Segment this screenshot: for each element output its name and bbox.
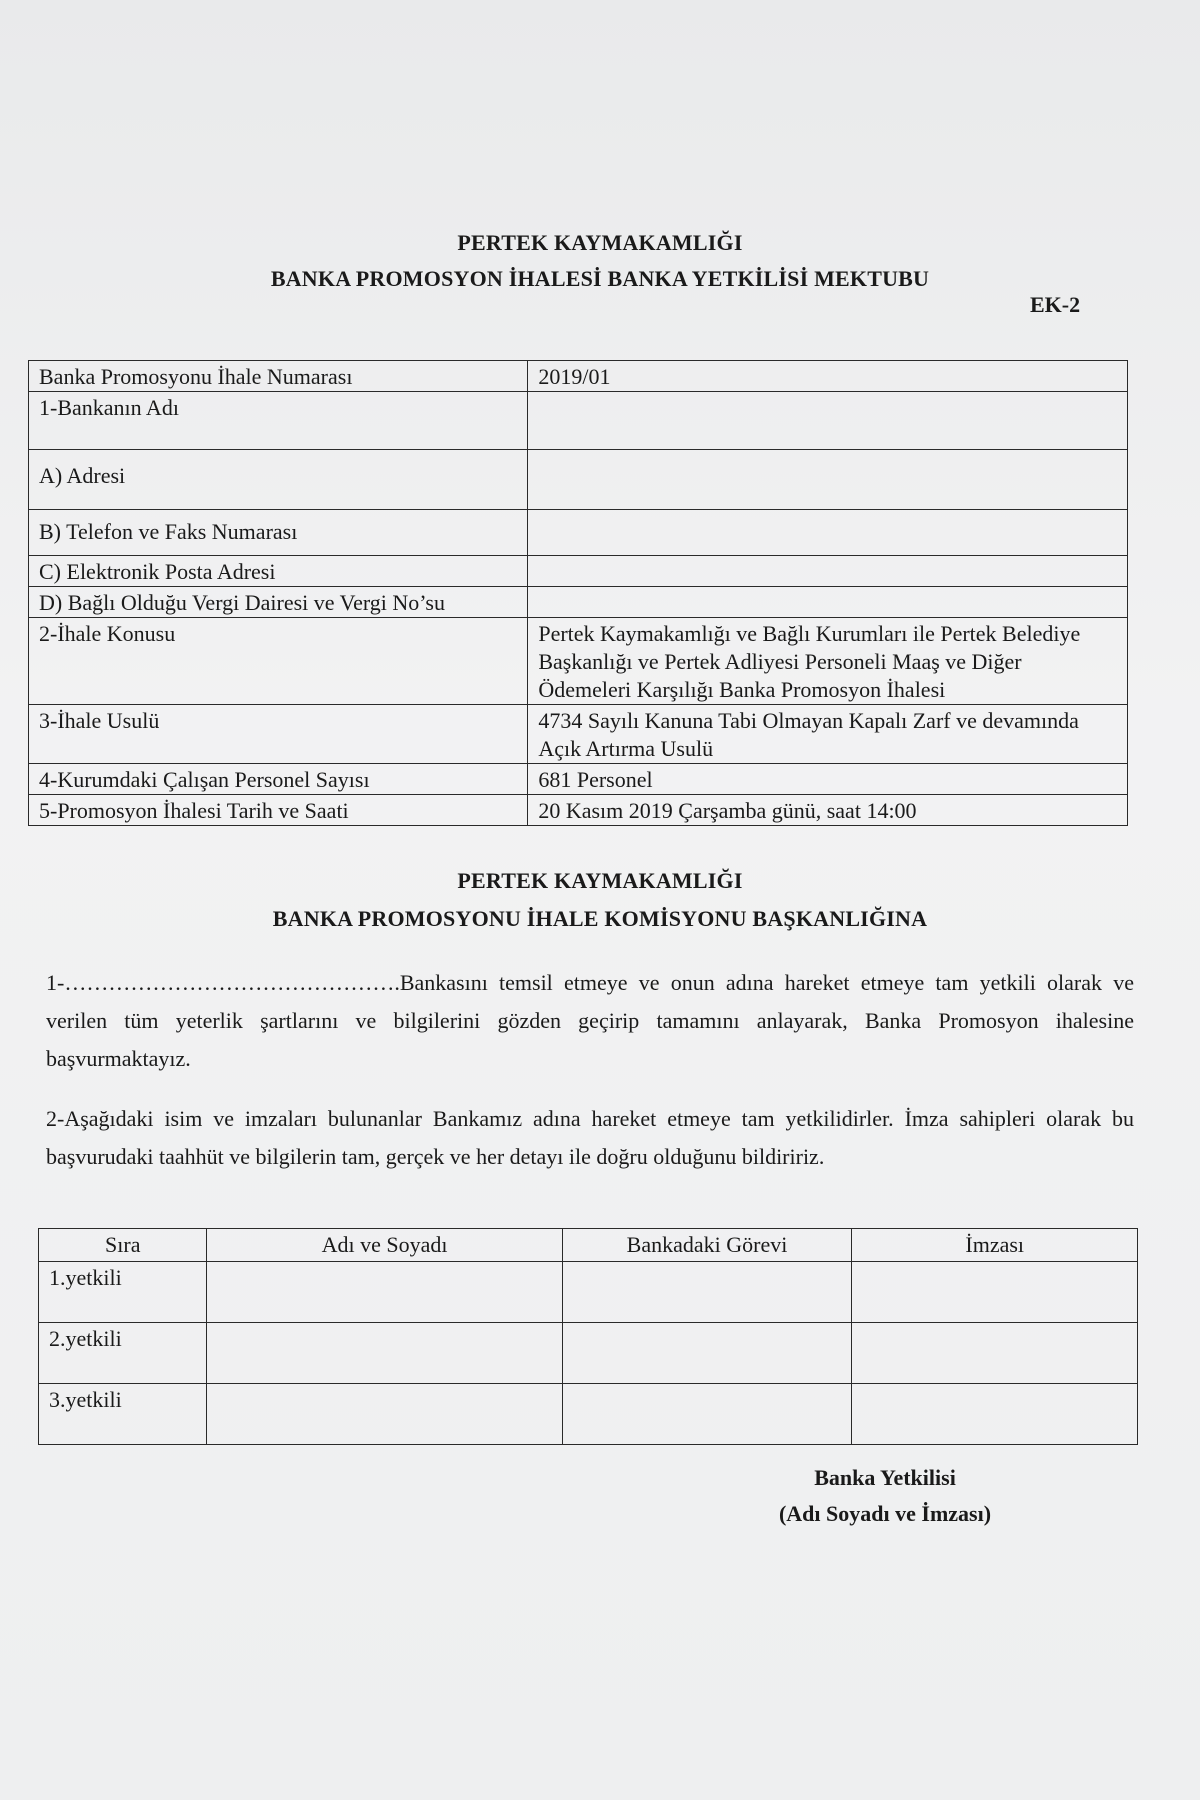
table-row bbox=[39, 1262, 1138, 1323]
row-order: 1.yetkili bbox=[39, 1262, 207, 1323]
row-value bbox=[528, 510, 1128, 556]
row-value: 681 Personel bbox=[528, 764, 1128, 795]
section-title-line-1: PERTEK KAYMAKAMLIĞI bbox=[457, 868, 743, 893]
table-row bbox=[29, 361, 1128, 392]
row-label: A) Adresi bbox=[29, 450, 528, 510]
row-value bbox=[528, 587, 1128, 618]
signature-cell bbox=[852, 1262, 1138, 1323]
table-row bbox=[29, 510, 1128, 556]
table-row bbox=[39, 1384, 1138, 1445]
paragraph-1: 1-……………………………………….Bankasını temsil etmeye ve onun adına hareket etmeye tam yetkili olarak ve verilen tüm yeterlik şartlarını ve bilgilerini gözden geçirip tamamını anlayarak, Banka Promosyon ihalesine başvurmaktayız. bbox=[46, 970, 1134, 1071]
authorized-persons-table bbox=[38, 1228, 1138, 1445]
row-value bbox=[528, 556, 1128, 587]
signature-subtitle: (Adı Soyadı ve İmzası) bbox=[778, 1501, 992, 1526]
signature-title: Banka Yetkilisi bbox=[814, 1465, 956, 1490]
table-header-row bbox=[39, 1229, 1138, 1262]
row-label: B) Telefon ve Faks Numarası bbox=[29, 510, 528, 556]
row-value: 20 Kasım 2019 Çarşamba günü, saat 14:00 bbox=[528, 795, 1128, 826]
table-row bbox=[39, 1323, 1138, 1384]
col-header-signature: İmzası bbox=[852, 1229, 1138, 1262]
row-value: Pertek Kaymakamlığı ve Bağlı Kurumları ile Pertek Belediye Başkanlığı ve Pertek Adliyesi Personeli Maaş ve Diğer Ödemeleri Karşılığı Banka Promosyon İhalesi bbox=[528, 618, 1128, 705]
row-value bbox=[528, 392, 1128, 450]
signature-cell bbox=[852, 1323, 1138, 1384]
position-cell bbox=[562, 1262, 852, 1323]
row-label: 5-Promosyon İhalesi Tarih ve Saati bbox=[29, 795, 528, 826]
name-cell bbox=[207, 1323, 562, 1384]
row-label: Banka Promosyonu İhale Numarası bbox=[29, 361, 528, 392]
row-label: D) Bağlı Olduğu Vergi Dairesi ve Vergi No’su bbox=[29, 587, 528, 618]
col-header-position: Bankadaki Görevi bbox=[562, 1229, 852, 1262]
row-label: 2-İhale Konusu bbox=[29, 618, 528, 705]
row-order: 2.yetkili bbox=[39, 1323, 207, 1384]
table-row bbox=[29, 587, 1128, 618]
paragraph-2: 2-Aşağıdaki isim ve imzaları bulunanlar Bankamız adına hareket etmeye tam yetkilidirler. İmza sahipleri olarak bu başvurudaki taahhüt ve bilgilerin tam, gerçek ve her detayı ile doğru olduğunu bildiririz. bbox=[46, 1106, 1134, 1169]
col-header-name: Adı ve Soyadı bbox=[207, 1229, 562, 1262]
section-title-line-2: BANKA PROMOSYONU İHALE KOMİSYONU BAŞKANLIĞINA bbox=[272, 906, 928, 931]
title-line-1: PERTEK KAYMAKAMLIĞI bbox=[457, 230, 743, 255]
table-row bbox=[29, 556, 1128, 587]
position-cell bbox=[562, 1384, 852, 1445]
row-label: 4-Kurumdaki Çalışan Personel Sayısı bbox=[29, 764, 528, 795]
row-label: 1-Bankanın Adı bbox=[29, 392, 528, 450]
row-order: 3.yetkili bbox=[39, 1384, 207, 1445]
signature-cell bbox=[852, 1384, 1138, 1445]
row-value: 2019/01 bbox=[528, 361, 1128, 392]
row-label: 3-İhale Usulü bbox=[29, 705, 528, 764]
row-value: 4734 Sayılı Kanuna Tabi Olmayan Kapalı Zarf ve devamında Açık Artırma Usulü bbox=[528, 705, 1128, 764]
position-cell bbox=[562, 1323, 852, 1384]
row-label: C) Elektronik Posta Adresi bbox=[29, 556, 528, 587]
name-cell bbox=[207, 1384, 562, 1445]
table-row bbox=[29, 764, 1128, 795]
row-value bbox=[528, 450, 1128, 510]
col-header-order: Sıra bbox=[39, 1229, 207, 1262]
table-row bbox=[29, 705, 1128, 764]
table-row bbox=[29, 450, 1128, 510]
table-row bbox=[29, 795, 1128, 826]
annex-label: EK-2 bbox=[1030, 292, 1081, 317]
title-line-2: BANKA PROMOSYON İHALESİ BANKA YETKİLİSİ MEKTUBU bbox=[270, 266, 930, 291]
table-row bbox=[29, 618, 1128, 705]
tender-info-table bbox=[28, 360, 1128, 826]
name-cell bbox=[207, 1262, 562, 1323]
table-row bbox=[29, 392, 1128, 450]
